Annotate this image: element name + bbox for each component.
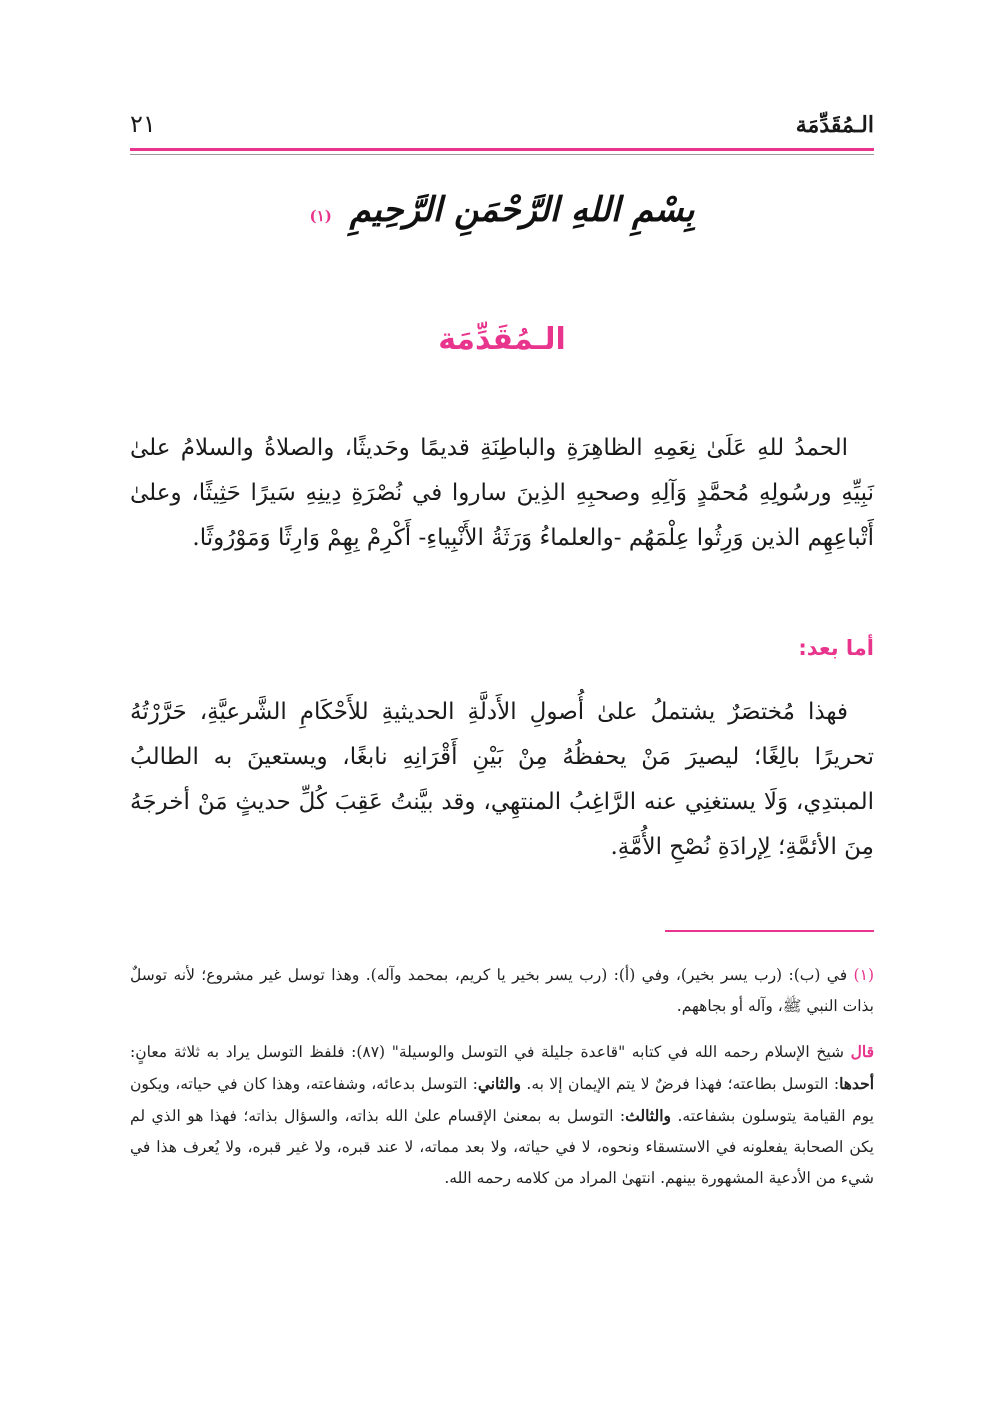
qal-word: قال — [850, 1042, 874, 1061]
header-rule-top — [130, 148, 874, 151]
quote-intro: شيخ الإسلام رحمه الله في كتابه "قاعدة جليلة في التوسل والوسيلة" (٨٧): فلفظ التوسل يراد به ثلاثة معانٍ: — [130, 1043, 844, 1061]
section-title: الـمُقَدِّمَة — [438, 322, 566, 357]
first-meaning-text: : التوسل بطاعته؛ فهذا فرضٌ لا يتم الإيمان إلا به. — [526, 1075, 840, 1093]
header-rule-bottom — [130, 154, 874, 155]
second-meaning-label: والثاني — [477, 1074, 521, 1093]
basmala-footnote-ref[interactable]: (١) — [309, 207, 332, 225]
page-number: ٢١ — [130, 110, 156, 138]
footnote-1-text: في (ب): (رب يسر بخير)، وفي (أ): (رب يسر بخير يا كريم، بمحمد وآله). وهذا توسل غير مشروع؛ لأنه توسلٌ بذات النبي ﷺ، وآله أو بجاههم. — [130, 966, 874, 1015]
main-paragraph-text: فهذا مُختصَرٌ يشتملُ علىٰ أُصولِ الأَدلَّةِ الحديثيةِ للأَحْكَامِ الشَّرعيَّةِ، حَرَّرْتُهُ تحريرًا بالِغًا؛ ليصيرَ مَنْ يحفظُهُ مِنْ بَيْنِ أَقْرَانِهِ نابغًا، ويستعينَ به الطالبُ المبتدِي، وَلَا يستغنِي عنه الرَّاغِبُ المنتهِي، وقد بيَّنتُ عَقِبَ كُلِّ حديثٍ مَنْ أخرجَهُ مِنَ الأئمَّةِ؛ لِإرادَةِ نُصْحِ الأُمَّةِ. — [130, 699, 874, 860]
amma-baad-heading: أما بعد: — [798, 636, 874, 660]
first-meaning-label: أحدها — [839, 1074, 874, 1093]
intro-paragraph — [130, 426, 874, 561]
footnotes — [130, 960, 874, 1208]
second-meaning-text: : التوسل بدعائه، وشفاعته، وهذا كان في حياته، ويكون يوم القيامة يتوسلون بشفاعته. — [130, 1075, 874, 1125]
third-meaning-label: والثالث — [625, 1106, 671, 1125]
third-meaning-text: : التوسل به بمعنىٰ الإقسام علىٰ الله بذاته، والسؤال بذاته؛ فهذا هو الذي لم يكن الصحابة يفعلونه في الاستسقاء ونحوه، لا في حياته، ولا بعد مماته، لا عند قبره، ولا غير قبره، ولا يُعرف هذا في شيء من الأدعية المشهورة بينهم. انتهىٰ المراد من كلامه رحمه الله. — [130, 1107, 874, 1187]
basmala — [0, 190, 1004, 230]
footnote-1 — [130, 960, 874, 1022]
basmala-text: بِسْمِ اللهِ الرَّحْمَنِ الرَّحِيمِ — [349, 190, 695, 230]
footnote-1-continuation — [130, 1036, 874, 1194]
footnote-separator — [665, 930, 874, 932]
footnote-1-number: (١) — [853, 966, 874, 984]
running-header-title: الـمُقَدِّمَة — [795, 112, 874, 138]
intro-paragraph-text: الحمدُ للهِ عَلَىٰ نِعَمِهِ الظاهِرَةِ والباطِنَةِ قديمًا وحَديثًا، والصلاةُ والسلامُ علىٰ نَبِيِّهِ ورسُولِهِ مُحمَّدٍ وَآلِهِ وصحبِهِ الذِينَ ساروا في نُصْرَةِ دِينِهِ سَيرًا حَثِيثًا، وعلىٰ أَتْباعِهِم الذين وَرِثُوا عِلْمَهُم -والعلماءُ وَرَثَةُ الأَنْبِياءِ- أَكْرِمْ بِهِمْ وَارِثًا وَمَوْرُوثًا. — [130, 435, 874, 551]
main-paragraph — [130, 690, 874, 870]
